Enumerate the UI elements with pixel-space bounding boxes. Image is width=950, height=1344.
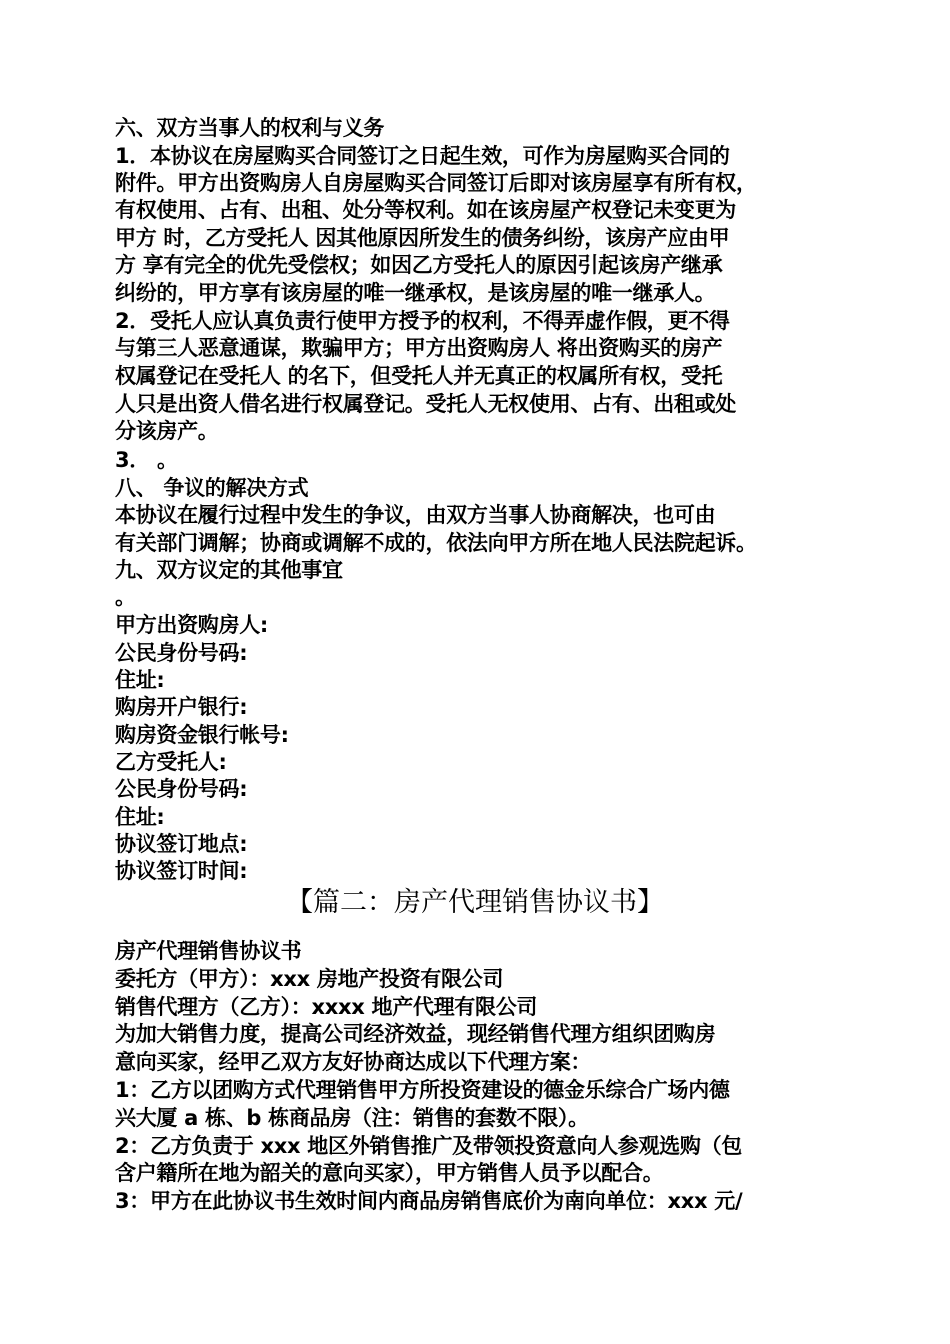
dispute-line: 有关部门调解；协商或调解不成的，依法向甲方所在地人民法院起诉。 <box>115 531 757 555</box>
item-1-line: 1：乙方以团购方式代理销售甲方所投资建设的德金乐综合广场内德 <box>115 1078 730 1102</box>
clause-1-line: 纠纷的，甲方享有该房屋的唯一继承权，是该房屋的唯一继承人。 <box>115 281 716 305</box>
signature-field: 协议签订时间: <box>115 859 248 883</box>
signature-field: 住址: <box>115 668 165 692</box>
signature-field: 公民身份号码: <box>115 777 248 801</box>
clause-1-line: 1．本协议在房屋购买合同签订之日起生效，可作为房屋购买合同的 <box>115 144 730 168</box>
clause-3: 3． 。 <box>115 448 178 472</box>
section-heading-6: 六、双方当事人的权利与义务 <box>115 116 385 140</box>
clause-1-line: 方 享有完全的优先受偿权；如因乙方受托人的原因引起该房产继承 <box>115 253 723 277</box>
other-matters-dot: 。 <box>115 585 136 609</box>
signature-field: 协议签订地点: <box>115 832 248 856</box>
clause-2-line: 权属登记在受托人 的名下，但受托人并无真正的权属所有权，受托 <box>115 364 723 388</box>
section-heading-9: 九、双方议定的其他事宜 <box>115 558 343 582</box>
item-3-line: 3：甲方在此协议书生效时间内商品房销售底价为南向单位：xxx 元/ <box>115 1189 743 1213</box>
signature-field: 甲方出资购房人: <box>115 613 268 637</box>
dispute-line: 本协议在履行过程中发生的争议，由双方当事人协商解决，也可由 <box>115 503 716 527</box>
signature-field: 购房开户银行: <box>115 695 248 719</box>
client-party: 委托方（甲方）：xxx 房地产投资有限公司 <box>115 967 504 991</box>
signature-field: 购房资金银行帐号: <box>115 723 289 747</box>
intro-line: 意向买家，经甲乙双方友好协商达成以下代理方案： <box>115 1050 592 1074</box>
clause-1-line: 甲方 时，乙方受托人 因其他原因所发生的债务纠纷，该房产应由甲 <box>115 226 730 250</box>
signature-field: 住址: <box>115 805 165 829</box>
item-2-line: 含户籍所在地为韶关的意向买家），甲方销售人员予以配合。 <box>115 1161 664 1185</box>
agreement-title: 房产代理销售协议书 <box>115 939 302 963</box>
clause-1-line: 附件。甲方出资购房人自房屋购买合同签订后即对该房屋享有所有权， <box>115 171 757 195</box>
clause-2-line: 与第三人恶意通谋，欺骗甲方；甲方出资购房人 将出资购买的房产 <box>115 336 723 360</box>
item-2-line: 2：乙方负责于 xxx 地区外销售推广及带领投资意向人参观选购（包 <box>115 1134 742 1158</box>
signature-field: 乙方受托人: <box>115 750 227 774</box>
clause-2-line: 分该房产。 <box>115 419 219 443</box>
signature-field: 公民身份号码: <box>115 641 248 665</box>
agent-party: 销售代理方（乙方）：xxxx 地产代理有限公司 <box>115 995 538 1019</box>
part-two-title: 【篇二：房产代理销售协议书】 <box>286 887 664 918</box>
clause-2-line: 人只是出资人借名进行权属登记。受托人无权使用、占有、出租或处 <box>115 392 736 416</box>
intro-line: 为加大销售力度，提高公司经济效益，现经销售代理方组织团购房 <box>115 1022 716 1046</box>
clause-2-line: 2．受托人应认真负责行使甲方授予的权利，不得弄虚作假，更不得 <box>115 309 730 333</box>
section-heading-8: 八、 争议的解决方式 <box>115 476 309 500</box>
item-1-line: 兴大厦 a 栋、b 栋商品房（注：销售的套数不限）。 <box>115 1106 589 1130</box>
clause-1-line: 有权使用、占有、出租、处分等权利。如在该房屋产权登记未变更为 <box>115 198 736 222</box>
